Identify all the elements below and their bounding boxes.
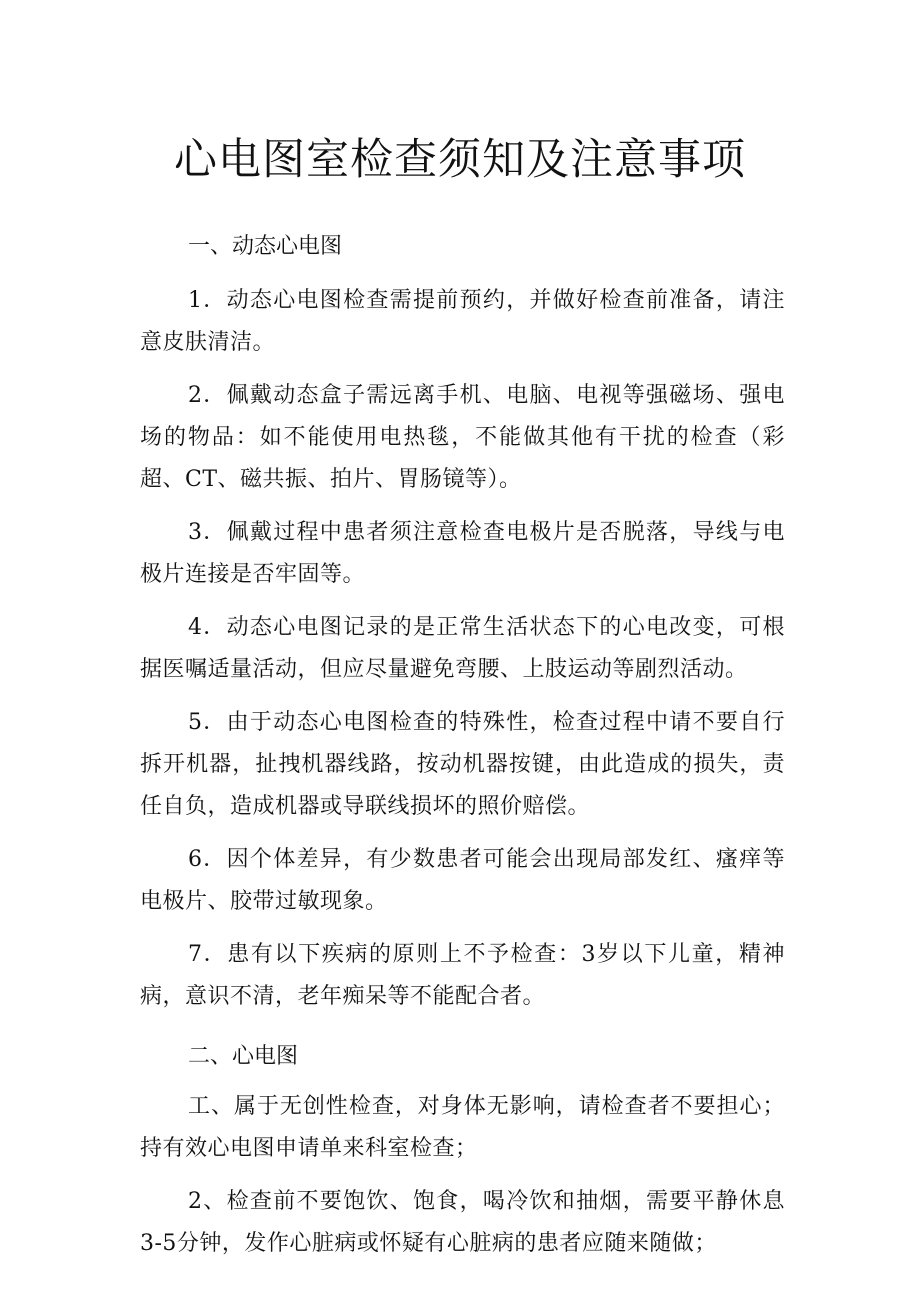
list-item: 7．患有以下疾病的原则上不予检查：3岁以下儿童，精神病，意识不清，老年痴呆等不能配合者。 [140, 942, 785, 1009]
section-heading-ecg: 二、心电图 [188, 1044, 299, 1069]
list-item: 2、检查前不要饱饮、饱食，喝冷饮和抽烟，需要平静休息3-5分钟，发作心脏病或怀疑有心脏病的患者应随来随做； [140, 1189, 785, 1256]
document-body [140, 226, 785, 1276]
document-title: 心电图室检查须知及注意事项 [174, 135, 746, 185]
list-item: 工、属于无创性检查，对身体无影响，请检查者不要担心；持有效心电图申请单来科室检查； [140, 1094, 785, 1161]
list-item: 4．动态心电图记录的是正常生活状态下的心电改变，可根据医嘱适量活动，但应尽量避免弯腰、上肢运动等剧烈活动。 [140, 615, 785, 682]
section-heading-dynamic-ecg: 一、动态心电图 [188, 234, 343, 259]
list-item: 1．动态心电图检查需提前预约，并做好检查前准备，请注意皮肤清洁。 [140, 288, 785, 355]
list-item: 2．佩戴动态盒子需远离手机、电脑、电视等强磁场、强电场的物品：如不能使用电热毯，不能做其他有干扰的检查（彩超、CT、磁共振、拍片、胃肠镜等）。 [140, 383, 785, 492]
list-item: 3．佩戴过程中患者须注意检查电极片是否脱落，导线与电极片连接是否牢固等。 [140, 520, 785, 587]
list-item: 5．由于动态心电图检查的特殊性，检查过程中请不要自行拆开机器，扯拽机器线路，按动机器按键，由此造成的损失，责任自负，造成机器或导联线损坏的照价赔偿。 [140, 710, 785, 819]
list-item: 6．因个体差异，有少数患者可能会出现局部发红、瘙痒等电极片、胶带过敏现象。 [140, 847, 785, 914]
